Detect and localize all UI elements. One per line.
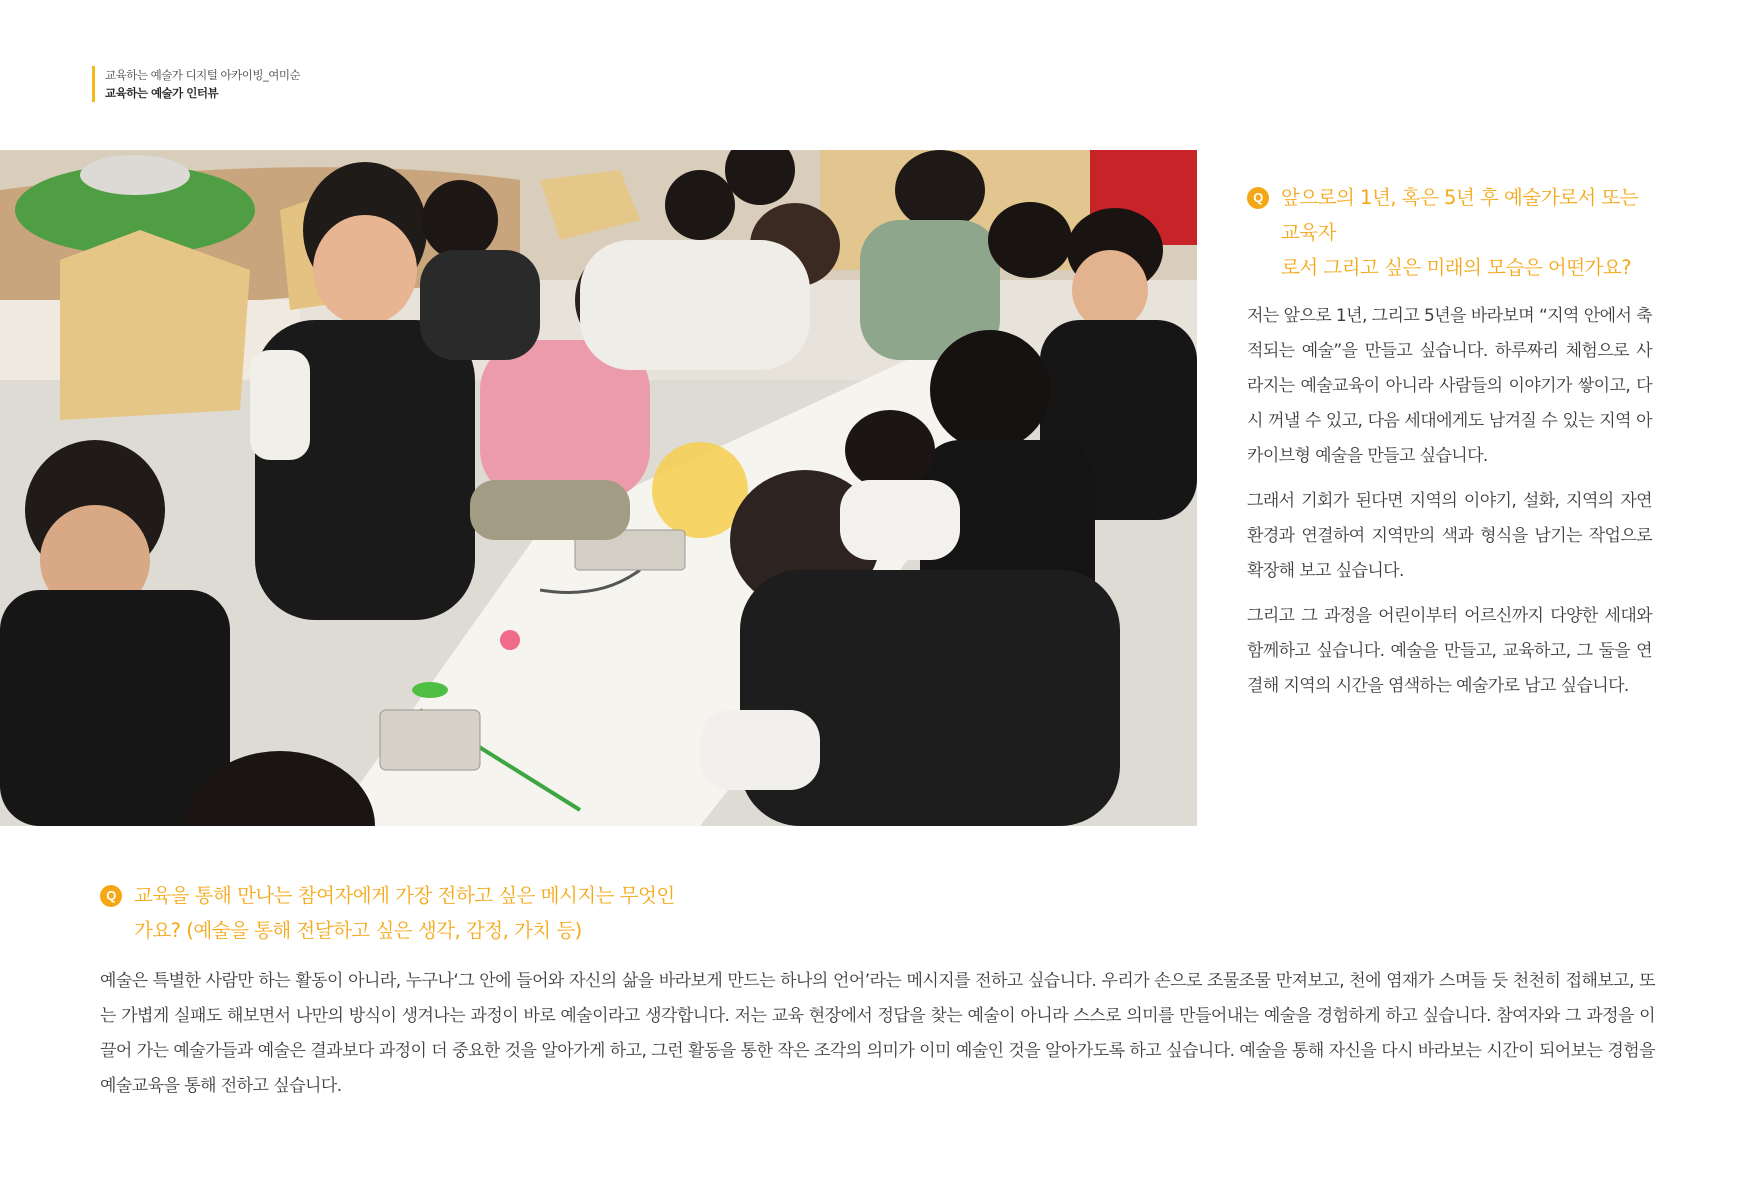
question-badge: Q (100, 885, 122, 907)
question-heading (100, 878, 1655, 948)
workshop-photo (0, 150, 1197, 826)
question-badge: Q (1247, 187, 1269, 209)
answer-paragraph: 그리고 그 과정을 어린이부터 어르신까지 다양한 세대와 함께하고 싶습니다. 예술을 만들고, 교육하고, 그 둘을 연결해 지역의 시간을 염색하는 예술가로 남고 싶습니다. (1247, 606, 1652, 696)
page-header (92, 66, 300, 102)
answer-body (100, 964, 1655, 1104)
series-title: 교육하는 예술가 디지털 아카이빙_여미순 (105, 68, 301, 82)
answer-paragraph: 그래서 기회가 된다면 지역의 이야기, 설화, 지역의 자연환경과 연결하여 지역만의 색과 형식을 남기는 작업으로 확장해 보고 싶습니다. (1247, 491, 1652, 581)
qa-future-vision (1247, 180, 1652, 714)
workshop-photo-illustration (0, 150, 1197, 826)
answer-paragraph: 예술은 특별한 사람만 하는 활동이 아니라, 누구나‘그 안에 들어와 자신의 삶을 바라보게 만드는 하나의 언어’라는 메시지를 전하고 싶습니다. 우리가 손으로 조물조물 만져보고, 천에 염재가 스며들 듯 천천히 접해보고, 또는 가볍게 실패도 해보면서 나만의 방식이 생겨나는 과정이 바로 예술이라고 생각합니다. 저는 교육 현장에서 정답을 찾는 예술이 아니라 스스로 의미를 만들어내는 예술을 경험하게 하고 싶습니다. 참여자와 그 과정을 이끌어 가는 예술가들과 예술은 결과보다 과정이 더 중요한 것을 알아가게 하고, 그런 활동을 통한 작은 조각의 의미가 이미 예술인 것을 알아가도록 하고 싶습니다. 예술을 통해 자신을 다시 바라보는 시간이 되어보는 경험을 예술교육을 통해 전하고 싶습니다. (100, 971, 1655, 1096)
question-line-1: 앞으로의 1년, 혹은 5년 후 예술가로서 또는 교육자 (1281, 186, 1639, 244)
answer-body (1247, 299, 1652, 704)
answer-paragraph: 저는 앞으로 1년, 그리고 5년을 바라보며 “지역 안에서 축적되는 예술”을 만들고 싶습니다. 하루짜리 체험으로 사라지는 예술교육이 아니라 사람들의 이야기가 쌓이고, 다시 꺼낼 수 있고, 다음 세대에게도 남겨질 수 있는 지역 아카이브형 예술을 만들고 싶습니다. (1247, 306, 1652, 466)
question-line-2: 로서 그리고 싶은 미래의 모습은 어떤가요? (1281, 256, 1632, 279)
question-heading (1247, 180, 1652, 285)
question-line-2: 가요? (예술을 통해 전달하고 싶은 생각, 감정, 가치 등) (134, 919, 582, 942)
question-line-1: 교육을 통해 만나는 참여자에게 가장 전하고 싶은 메시지는 무엇인 (134, 884, 675, 907)
section-title: 교육하는 예술가 인터뷰 (105, 86, 219, 100)
qa-message (100, 878, 1655, 1104)
